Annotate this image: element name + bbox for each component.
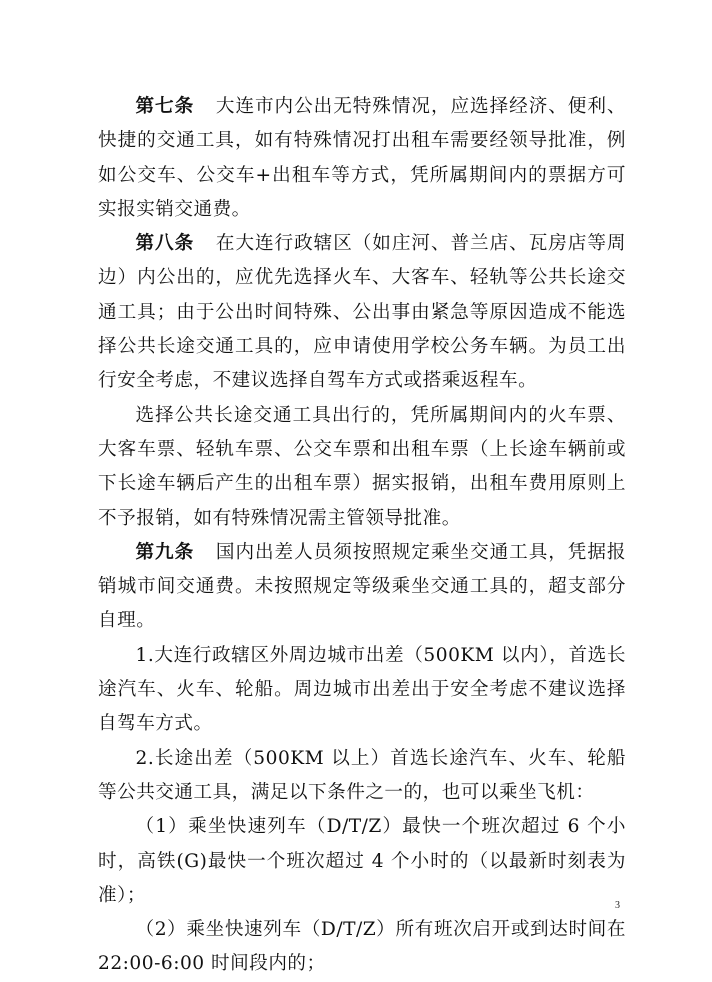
article-8-text: 在大连行政辖区（如庄河、普兰店、瓦房店等周边）内公出的，应优先选择火车、大客车、轻轨等公共长途交通工具；由于公出时间特殊、公出事由紧急等原因造成不能选择公共长途交通工具的，应申请使用学校公务车辆。为员工出行安全考虑，不建议选择自驾车方式或搭乘返程车。 <box>98 233 626 392</box>
sub-item-2-text: （2）乘坐快速列车（D/T/Z）所有班次启开或到达时间在 22:00-6:00 时间段内的； <box>98 919 626 975</box>
document-body <box>98 90 626 982</box>
article-8-heading: 第八条 <box>135 233 210 255</box>
sub-item-1-text: （1）乘坐快速列车（D/T/Z）最快一个班次超过 6 个小时，高铁(G)最快一个班次超过 4 个小时的（以最新时刻表为准）； <box>98 816 626 906</box>
article-7-text: 大连市内公出无特殊情况，应选择经济、便利、快捷的交通工具，如有特殊情况打出租车需要经领导批准，例如公交车、公交车+出租车等方式，凭所属期间内的票据方可实报实销交通费。 <box>98 96 626 220</box>
public-transport-paragraph <box>98 399 626 536</box>
article-9-text: 国内出差人员须按照规定乘坐交通工具，凭据报销城市间交通费。未按照规定等级乘坐交通工具的，超支部分自理。 <box>98 541 626 632</box>
article-7-paragraph <box>98 90 626 227</box>
public-transport-text: 选择公共长途交通工具出行的，凭所属期间内的火车票、大客车票、轻轨车票、公交车票和出租车票（上长途车辆前或下长途车辆后产生的出租车票）据实报销，出租车费用原则上不予报销，如有特殊情况需主管领导批准。 <box>98 404 626 529</box>
list-item-1 <box>98 639 626 742</box>
article-9-heading: 第九条 <box>135 541 210 563</box>
article-7-heading: 第七条 <box>135 96 210 117</box>
page-number: 3 <box>615 900 620 911</box>
sub-item-1 <box>98 810 626 913</box>
sub-item-2 <box>98 913 626 982</box>
list-item-2 <box>98 742 626 811</box>
article-9-paragraph <box>98 536 626 639</box>
article-8-paragraph <box>98 227 626 398</box>
list-item-2-text: 2.长途出差（500KM 以上）首选长途汽车、火车、轮船等公共交通工具，满足以下条件之一的，也可以乘坐飞机： <box>98 747 626 803</box>
list-item-1-text: 1.大连行政辖区外周边城市出差（500KM 以内），首选长途汽车、火车、轮船。周边城市出差出于安全考虑不建议选择自驾车方式。 <box>98 644 626 735</box>
